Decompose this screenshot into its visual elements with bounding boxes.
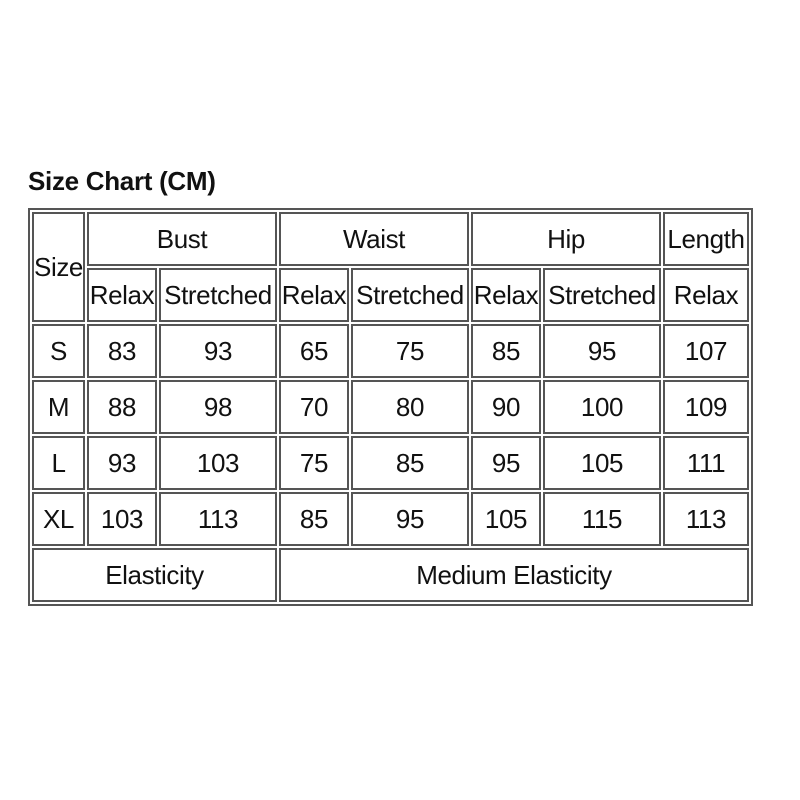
page-title: Size Chart (CM) (28, 166, 216, 196)
hip-stretched-cell: 100 (543, 380, 661, 434)
size-chart-table (28, 208, 753, 606)
hip-stretched-cell: 105 (543, 436, 661, 490)
header-length: Length (663, 212, 749, 266)
size-cell: S (32, 324, 85, 378)
size-cell: XL (32, 492, 85, 546)
header-waist: Waist (279, 212, 469, 266)
length-relax-cell: 113 (663, 492, 749, 546)
size-cell: L (32, 436, 85, 490)
hip-relax-cell: 105 (471, 492, 541, 546)
hip-relax-cell: 85 (471, 324, 541, 378)
header-row-groups (32, 212, 749, 266)
header-hip: Hip (471, 212, 661, 266)
bust-relax-cell: 93 (87, 436, 157, 490)
bust-relax-cell: 103 (87, 492, 157, 546)
subheader-bust-relax: Relax (87, 268, 157, 322)
length-relax-cell: 109 (663, 380, 749, 434)
hip-stretched-cell: 115 (543, 492, 661, 546)
table-row (32, 324, 749, 378)
bust-stretched-cell: 113 (159, 492, 277, 546)
waist-relax-cell: 70 (279, 380, 349, 434)
table-row (32, 492, 749, 546)
hip-stretched-cell: 95 (543, 324, 661, 378)
waist-stretched-cell: 80 (351, 380, 469, 434)
bust-relax-cell: 88 (87, 380, 157, 434)
header-size: Size (32, 212, 85, 322)
bust-stretched-cell: 103 (159, 436, 277, 490)
header-row-sub (32, 268, 749, 322)
bust-stretched-cell: 98 (159, 380, 277, 434)
elasticity-label: Elasticity (32, 548, 277, 602)
length-relax-cell: 111 (663, 436, 749, 490)
waist-stretched-cell: 75 (351, 324, 469, 378)
bust-relax-cell: 83 (87, 324, 157, 378)
waist-relax-cell: 65 (279, 324, 349, 378)
subheader-length-relax: Relax (663, 268, 749, 322)
elasticity-row (32, 548, 749, 602)
bust-stretched-cell: 93 (159, 324, 277, 378)
waist-stretched-cell: 85 (351, 436, 469, 490)
subheader-waist-relax: Relax (279, 268, 349, 322)
hip-relax-cell: 90 (471, 380, 541, 434)
length-relax-cell: 107 (663, 324, 749, 378)
subheader-hip-relax: Relax (471, 268, 541, 322)
hip-relax-cell: 95 (471, 436, 541, 490)
waist-relax-cell: 85 (279, 492, 349, 546)
table-row (32, 436, 749, 490)
header-bust: Bust (87, 212, 277, 266)
waist-relax-cell: 75 (279, 436, 349, 490)
table-row (32, 380, 749, 434)
size-cell: M (32, 380, 85, 434)
waist-stretched-cell: 95 (351, 492, 469, 546)
elasticity-value: Medium Elasticity (279, 548, 749, 602)
subheader-hip-stretched: Stretched (543, 268, 661, 322)
subheader-waist-stretched: Stretched (351, 268, 469, 322)
subheader-bust-stretched: Stretched (159, 268, 277, 322)
